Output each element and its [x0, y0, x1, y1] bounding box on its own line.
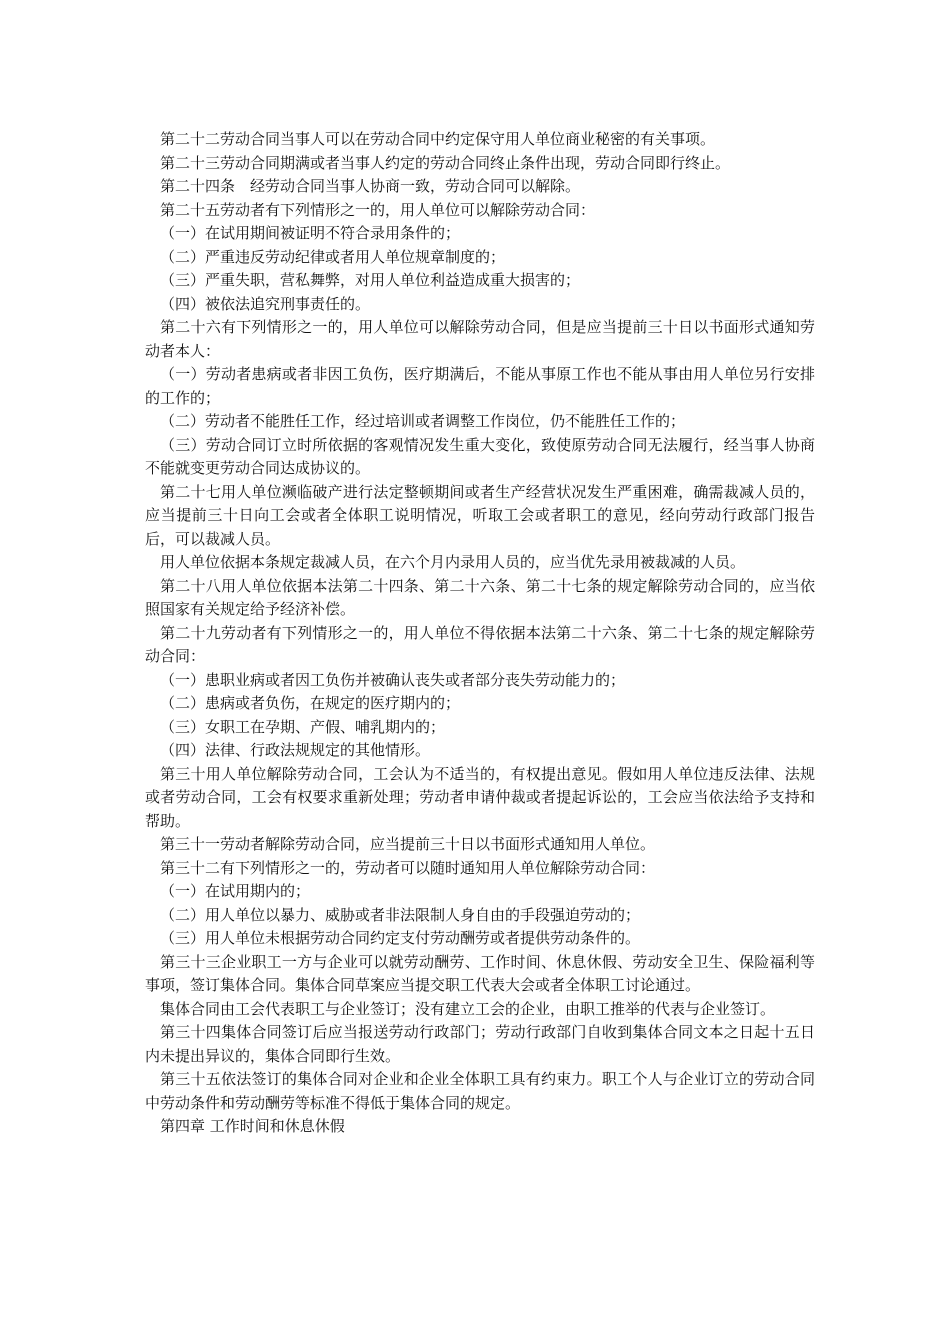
list-item: （三）严重失职，营私舞弊，对用人单位利益造成重大损害的；	[160, 271, 581, 289]
list-item: （四）法律、行政法规规定的其他情形。	[160, 741, 431, 759]
list-item: （一）在试用期内的；	[160, 882, 311, 900]
chapter-heading: 第四章 工作时间和休息休假	[160, 1117, 345, 1135]
list-item: （三）用人单位未根据劳动合同约定支付劳动酬劳或者提供劳动条件的。	[160, 929, 641, 947]
paragraph-article-27-supplement: 用人单位依据本条规定裁减人员，在六个月内录用人员的，应当优先录用被裁减的人员。	[160, 553, 746, 571]
list-item: （三）劳动合同订立时所依据的客观情况发生重大变化，致使原劳动合同无法履行，经当事人协商不能就变更劳动合同达成协议的。	[145, 435, 815, 477]
paragraph-article-24: 第二十四条 经劳动合同当事人协商一致，劳动合同可以解除。	[160, 177, 581, 195]
paragraph-article-33: 第三十三企业职工一方与企业可以就劳动酬劳、工作时间、休息休假、劳动安全卫生、保险福利等事项，签订集体合同。集体合同草案应当提交职工代表大会或者全体职工讨论通过。	[145, 952, 815, 994]
paragraph-article-34: 第三十四集体合同签订后应当报送劳动行政部门；劳动行政部门自收到集体合同文本之日起十五日内未提出异议的，集体合同即行生效。	[145, 1023, 815, 1065]
paragraph-article-22: 第二十二劳动合同当事人可以在劳动合同中约定保守用人单位商业秘密的有关事项。	[160, 130, 716, 148]
paragraph-article-23: 第二十三劳动合同期满或者当事人约定的劳动合同终止条件出现，劳动合同即行终止。	[160, 153, 731, 172]
list-item: （一）患职业病或者因工负伤并被确认丧失或者部分丧失劳动能力的；	[160, 670, 626, 689]
list-item: （一）在试用期间被证明不符合录用条件的；	[160, 224, 461, 242]
list-item: （一）劳动者患病或者非因工负伤，医疗期满后，不能从事原工作也不能从事由用人单位另行安排的工作的；	[145, 365, 815, 407]
paragraph-article-26: 第二十六有下列情形之一的，用人单位可以解除劳动合同，但是应当提前三十日以书面形式通知劳动者本人：	[145, 318, 815, 360]
paragraph-article-29: 第二十九劳动者有下列情形之一的，用人单位不得依据本法第二十六条、第二十七条的规定解除劳动合同：	[145, 623, 815, 665]
paragraph-article-35: 第三十五依法签订的集体合同对企业和企业全体职工具有约束力。职工个人与企业订立的劳动合同中劳动条件和劳动酬劳等标准不得低于集体合同的规定。	[145, 1070, 815, 1112]
list-item: （三）女职工在孕期、产假、哺乳期内的；	[160, 717, 446, 736]
list-item: （二）患病或者负伤，在规定的医疗期内的；	[160, 694, 461, 712]
paragraph-article-30: 第三十用人单位解除劳动合同，工会认为不适当的，有权提出意见。假如用人单位违反法律、法规或者劳动合同，工会有权要求重新处理；劳动者申请仲裁或者提起诉讼的，工会应当依法给予支持和帮助。	[145, 764, 815, 830]
paragraph-article-31: 第三十一劳动者解除劳动合同，应当提前三十日以书面形式通知用人单位。	[160, 835, 656, 853]
list-item: （二）劳动者不能胜任工作，经过培训或者调整工作岗位，仍不能胜任工作的；	[160, 412, 686, 430]
paragraph-article-28: 第二十八用人单位依据本法第二十四条、第二十六条、第二十七条的规定解除劳动合同的，应当依照国家有关规定给予经济补偿。	[145, 576, 815, 618]
list-item: （四）被依法追究刑事责任的。	[160, 294, 371, 313]
paragraph-article-25: 第二十五劳动者有下列情形之一的，用人单位可以解除劳动合同：	[160, 200, 596, 219]
paragraph-article-27: 第二十七用人单位濒临破产进行法定整顿期间或者生产经营状况发生严重困难，确需裁减人员的，应当提前三十日向工会或者全体职工说明情况，听取工会或者职工的意见，经向劳动行政部门报告后，可以裁减人员。	[145, 482, 815, 548]
paragraph-article-33-supplement: 集体合同由工会代表职工与企业签订；没有建立工会的企业，由职工推举的代表与企业签订。	[160, 999, 776, 1018]
paragraph-article-32: 第三十二有下列情形之一的，劳动者可以随时通知用人单位解除劳动合同：	[160, 858, 656, 877]
document-body	[145, 128, 815, 1139]
list-item: （二）严重违反劳动纪律或者用人单位规章制度的；	[160, 247, 506, 266]
list-item: （二）用人单位以暴力、威胁或者非法限制人身自由的手段强迫劳动的；	[160, 905, 641, 924]
